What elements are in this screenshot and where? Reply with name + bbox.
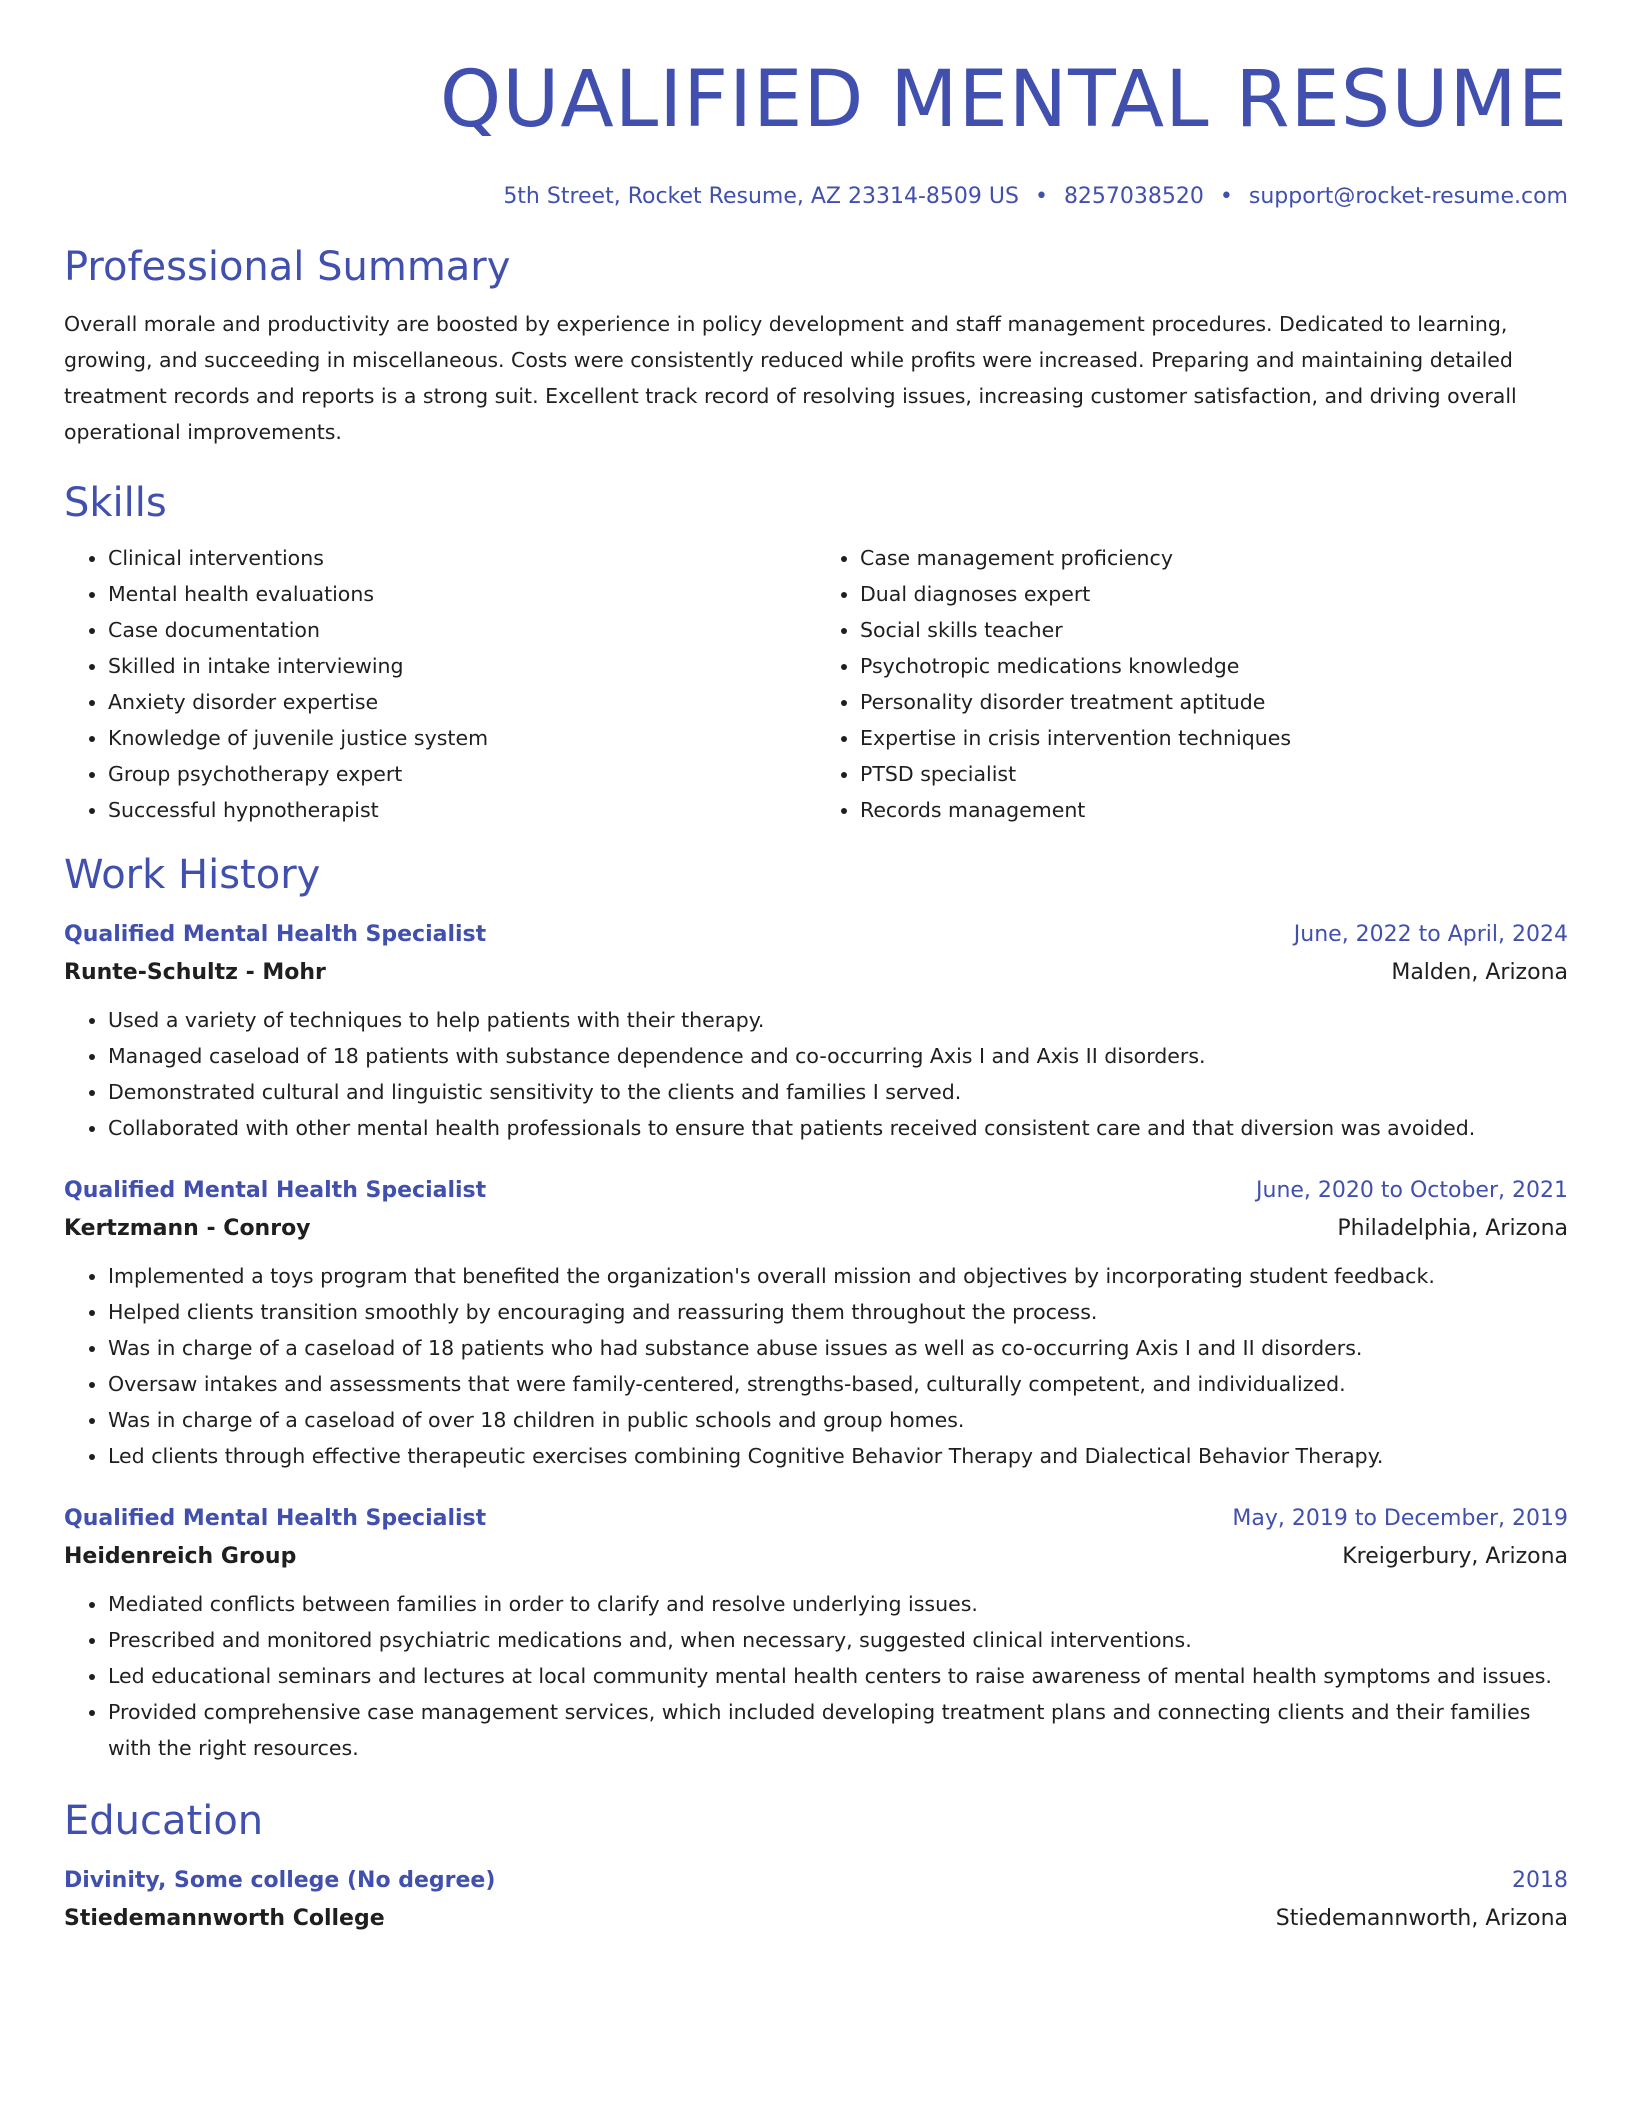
- company-name: Runte-Schultz - Mohr: [64, 960, 326, 985]
- resume-header: [64, 0, 1568, 212]
- summary-heading: Professional Summary: [64, 244, 511, 290]
- duty-item: • Led educational seminars and lectures at local community mental health centers to raise awareness of mental health symptoms and issues.: [108, 1658, 1568, 1694]
- job-company-row: [64, 954, 1568, 992]
- job-header-row: [64, 1500, 1568, 1538]
- skill-item: • Skilled in intake interviewing: [108, 648, 816, 684]
- job-entry: [64, 1500, 1568, 1766]
- duty-item: • Mediated conflicts between families in order to clarify and resolve underlying issues.: [108, 1586, 1568, 1622]
- duty-item: • Demonstrated cultural and linguistic sensitivity to the clients and families I served.: [108, 1074, 1568, 1110]
- skill-item: • Case documentation: [108, 612, 816, 648]
- duty-item: • Provided comprehensive case management services, which included developing treatment plans and connecting clients and their families with the right resources.: [108, 1694, 1568, 1766]
- separator-dot: •: [1034, 184, 1048, 209]
- skill-item: • Group psychotherapy expert: [108, 756, 816, 792]
- job-duties-list: [64, 1586, 1568, 1766]
- job-entry: [64, 916, 1568, 1146]
- job-company-row: [64, 1538, 1568, 1576]
- duty-item: • Collaborated with other mental health professionals to ensure that patients received consistent care and that diversion was avoided.: [108, 1110, 1568, 1146]
- address-text: 5th Street, Rocket Resume, AZ 23314-8509 US: [503, 184, 1019, 209]
- duty-item: • Was in charge of a caseload of 18 patients who had substance abuse issues as well as co-occurring Axis I and II disorders.: [108, 1330, 1568, 1366]
- skill-item: • Knowledge of juvenile justice system: [108, 720, 816, 756]
- skill-item: • Case management proficiency: [860, 540, 1568, 576]
- skill-item: • Successful hypnotherapist: [108, 792, 816, 828]
- education-school-row: [64, 1900, 1568, 1938]
- duty-item: • Oversaw intakes and assessments that were family-centered, strengths-based, culturally competent, and individualized.: [108, 1366, 1568, 1402]
- job-title: Qualified Mental Health Specialist: [64, 922, 487, 947]
- job-dates: June, 2022 to April, 2024: [1293, 922, 1568, 947]
- duty-item: • Used a variety of techniques to help patients with their therapy.: [108, 1002, 1568, 1038]
- email-link[interactable]: support@rocket-resume.com: [1248, 184, 1568, 209]
- job-dates: May, 2019 to December, 2019: [1232, 1506, 1568, 1531]
- company-name: Heidenreich Group: [64, 1544, 297, 1569]
- job-duties-list: [64, 1002, 1568, 1146]
- job-dates: June, 2020 to October, 2021: [1256, 1178, 1568, 1203]
- education-entry: [64, 1862, 1568, 1938]
- job-entry: [64, 1172, 1568, 1474]
- summary-paragraph: Overall morale and productivity are boosted by experience in policy development and staff management procedures. Dedicated to learning, growing, and succeeding in miscellaneous. Costs were consistently reduced while profits were increased. Preparing and maintaining detailed treatment records and reports is a strong suit. Excellent track record of resolving issues, increasing customer satisfaction, and driving overall operational improvements.: [64, 312, 1517, 444]
- separator-dot: •: [1219, 184, 1233, 209]
- job-location: Kreigerbury, Arizona: [1342, 1544, 1568, 1569]
- skills-list-right: [816, 540, 1568, 828]
- work-history-heading: Work History: [64, 852, 321, 898]
- skill-item: • Expertise in crisis intervention techniques: [860, 720, 1568, 756]
- skill-item: • Dual diagnoses expert: [860, 576, 1568, 612]
- duty-item: • Managed caseload of 18 patients with substance dependence and co-occurring Axis I and Axis II disorders.: [108, 1038, 1568, 1074]
- skills-list-left: [64, 540, 816, 828]
- skill-item: • Anxiety disorder expertise: [108, 684, 816, 720]
- duty-item: • Led clients through effective therapeutic exercises combining Cognitive Behavior Therapy and Dialectical Behavior Therapy.: [108, 1438, 1568, 1474]
- duty-item: • Was in charge of a caseload of over 18 children in public schools and group homes.: [108, 1402, 1568, 1438]
- graduation-year: 2018: [1512, 1868, 1568, 1893]
- job-location: Philadelphia, Arizona: [1337, 1216, 1568, 1241]
- skills-heading: Skills: [64, 480, 167, 526]
- job-header-row: [64, 916, 1568, 954]
- skill-item: • Records management: [860, 792, 1568, 828]
- skills-columns: [64, 540, 1568, 828]
- company-name: Kertzmann - Conroy: [64, 1216, 311, 1241]
- phone-text: 8257038520: [1063, 184, 1204, 209]
- candidate-name: QUALIFIED MENTAL RESUME: [439, 55, 1568, 145]
- education-degree-row: [64, 1862, 1568, 1900]
- skill-item: • Mental health evaluations: [108, 576, 816, 612]
- skill-item: • Clinical interventions: [108, 540, 816, 576]
- contact-line: [64, 182, 1568, 212]
- degree-name: Divinity, Some college (No degree): [64, 1868, 496, 1893]
- skill-item: • Social skills teacher: [860, 612, 1568, 648]
- duty-item: • Implemented a toys program that benefited the organization's overall mission and objectives by incorporating student feedback.: [108, 1258, 1568, 1294]
- job-company-row: [64, 1210, 1568, 1248]
- school-location: Stiedemannworth, Arizona: [1275, 1906, 1568, 1931]
- duty-item: • Helped clients transition smoothly by encouraging and reassuring them throughout the process.: [108, 1294, 1568, 1330]
- school-name: Stiedemannworth College: [64, 1906, 385, 1931]
- skill-item: • Psychotropic medications knowledge: [860, 648, 1568, 684]
- education-heading: Education: [64, 1798, 264, 1844]
- skill-item: • PTSD specialist: [860, 756, 1568, 792]
- job-duties-list: [64, 1258, 1568, 1474]
- job-title: Qualified Mental Health Specialist: [64, 1506, 487, 1531]
- job-header-row: [64, 1172, 1568, 1210]
- skill-item: • Personality disorder treatment aptitude: [860, 684, 1568, 720]
- job-title: Qualified Mental Health Specialist: [64, 1178, 487, 1203]
- job-location: Malden, Arizona: [1391, 960, 1568, 985]
- duty-item: • Prescribed and monitored psychiatric medications and, when necessary, suggested clinical interventions.: [108, 1622, 1568, 1658]
